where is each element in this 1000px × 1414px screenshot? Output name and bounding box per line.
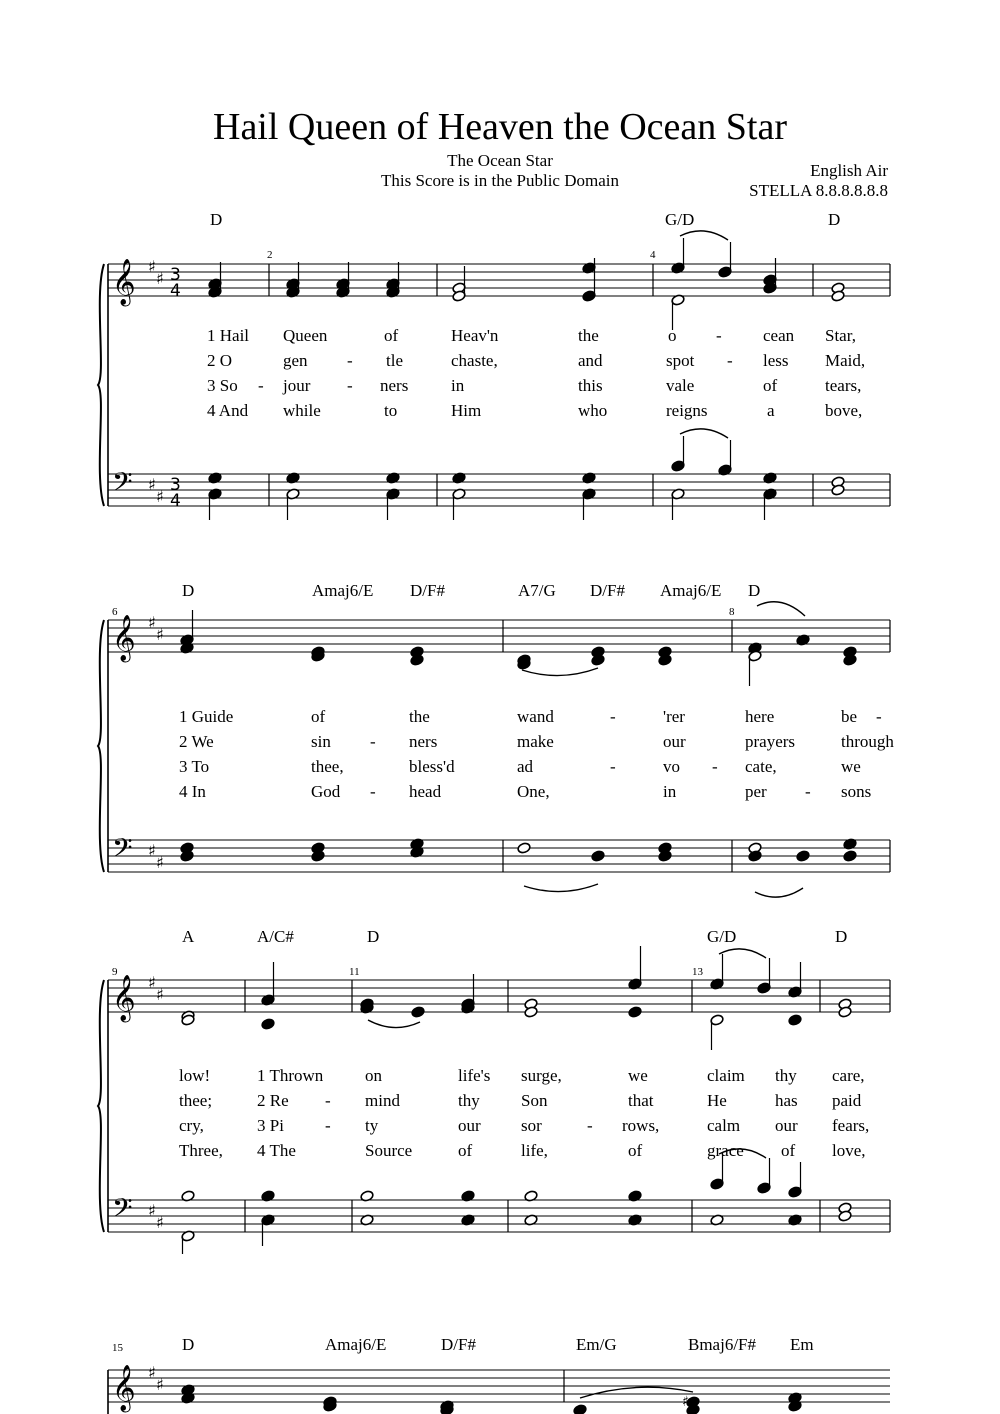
lyric-syllable: cry, (179, 1116, 204, 1135)
lyric-syllable: thee, (311, 757, 344, 776)
sharp-icon: ♯ (156, 985, 164, 1004)
sharp-icon: ♯ (148, 1363, 156, 1382)
chord-symbol: Amaj6/E (660, 581, 722, 600)
measure-number: 2 (267, 249, 273, 261)
sharp-icon: ♯ (148, 1201, 156, 1220)
chord-symbol: Em (790, 1335, 814, 1354)
lyric-syllable: rows, (622, 1116, 660, 1135)
chord-symbol: A/C# (257, 927, 294, 946)
slur (719, 1149, 766, 1158)
lyric-syllable: sin (311, 732, 331, 751)
lyric-syllable: ners (380, 376, 409, 395)
chord-symbol: Amaj6/E (325, 1335, 387, 1354)
lyric-syllable: o (668, 326, 677, 345)
slur (368, 1020, 420, 1028)
sharp-icon: ♯ (682, 1394, 689, 1410)
lyric-syllable: low! (179, 1066, 211, 1085)
lyric-syllable: 3 Pi (257, 1116, 284, 1135)
lyric-syllable: while (283, 401, 321, 420)
lyric-syllable: surge, (521, 1066, 562, 1085)
sharp-icon: ♯ (148, 841, 156, 860)
slur (719, 949, 766, 958)
lyric-syllable: head (409, 782, 442, 801)
lyric-syllable: of (384, 326, 399, 345)
score-title: Hail Queen of Heaven the Ocean Star (213, 106, 787, 148)
lyric-syllable: be (841, 707, 858, 726)
notehead (843, 850, 857, 862)
chord-symbol: D (748, 581, 761, 600)
lyric-syllable: Him (451, 401, 482, 420)
lyric-syllable: our (775, 1116, 798, 1135)
lyric-syllable: jour (283, 376, 311, 395)
lyric-syllable: - (716, 326, 722, 345)
lyric-syllable: grace (707, 1141, 744, 1160)
lyric-syllable: has (775, 1091, 798, 1110)
chord-symbol: G/D (707, 927, 737, 946)
time-signature: 4 (170, 491, 181, 511)
lyric-syllable: Star, (825, 326, 856, 345)
brace (98, 264, 104, 506)
lyric-syllable: - (610, 707, 616, 726)
time-signature: 3 (170, 475, 181, 495)
lyric-syllable: - (727, 351, 733, 370)
tune-name: STELLA 8.8.8.8.8.8 (749, 181, 888, 200)
measure-number: 9 (112, 966, 118, 978)
lyric-syllable: who (578, 401, 608, 420)
slur (522, 668, 598, 676)
sharp-icon: ♯ (148, 973, 156, 992)
lyric-syllable: - (370, 732, 376, 751)
lyric-syllable: that (628, 1091, 654, 1110)
sharp-icon: ♯ (148, 257, 156, 276)
lyric-syllable: God (311, 782, 341, 801)
lyric-syllable: - (610, 757, 616, 776)
lyric-syllable: 3 So (207, 376, 238, 395)
lyric-syllable: thy (458, 1091, 480, 1110)
lyric-syllable: Heav'n (451, 326, 499, 345)
notehead (411, 1006, 425, 1018)
treble-clef-icon: 𝄞 (112, 615, 136, 661)
lyric-syllable: - (347, 351, 353, 370)
lyric-syllable: here (745, 707, 775, 726)
lyric-syllable: ners (409, 732, 438, 751)
bass-clef-icon: 𝄢 (112, 466, 133, 504)
lyric-syllable: the (409, 707, 430, 726)
lyric-syllable: wand (517, 707, 554, 726)
chord-symbol: D/F# (590, 581, 625, 600)
measure-number: 4 (650, 249, 656, 261)
bass-clef-icon: 𝄢 (112, 1192, 133, 1230)
measure-number: 6 (112, 606, 118, 618)
composer-credit: English Air (810, 161, 888, 180)
lyric-syllable: on (365, 1066, 382, 1085)
lyric-syllable: Three, (179, 1141, 223, 1160)
lyric-syllable: of (781, 1141, 796, 1160)
lyric-syllable: 2 O (207, 351, 233, 370)
notehead (573, 1404, 587, 1414)
time-signature: 3 (170, 265, 181, 285)
lyric-syllable: calm (707, 1116, 741, 1135)
lyric-syllable: thy (775, 1066, 797, 1085)
lyric-syllable: care, (832, 1066, 865, 1085)
lyric-syllable: and (578, 351, 603, 370)
score-subtitle: The Ocean Star (447, 151, 553, 170)
lyric-syllable: - (258, 376, 264, 395)
chord-symbol: D (182, 1335, 195, 1354)
lyric-syllable: life's (458, 1066, 491, 1085)
chord-symbol: D (182, 581, 195, 600)
lyric-syllable: this (578, 376, 603, 395)
lyric-syllable: of (628, 1141, 643, 1160)
sharp-icon: ♯ (156, 1213, 164, 1232)
lyric-syllable: One, (517, 782, 550, 801)
lyric-syllable: - (712, 757, 718, 776)
treble-clef-icon: 𝄞 (112, 1365, 136, 1411)
notehead (788, 1014, 802, 1026)
sharp-icon: ♯ (156, 625, 164, 644)
slur (757, 602, 805, 616)
lyric-syllable: - (876, 707, 882, 726)
copyright-notice: This Score is in the Public Domain (381, 171, 619, 190)
notehead (796, 850, 810, 862)
notehead (591, 850, 605, 862)
sharp-icon: ♯ (156, 487, 164, 506)
notehead (628, 1006, 642, 1018)
lyric-syllable: tears, (825, 376, 862, 395)
lyric-syllable: mind (365, 1091, 400, 1110)
treble-clef-icon: 𝄞 (112, 259, 136, 305)
lyric-syllable: 1 Hail (207, 326, 250, 345)
chord-symbol: A (182, 927, 195, 946)
lyric-syllable: of (311, 707, 326, 726)
lyric-syllable: we (841, 757, 861, 776)
lyric-syllable: 1 Guide (179, 707, 234, 726)
lyric-syllable: cean (763, 326, 795, 345)
lyric-syllable: our (663, 732, 686, 751)
lyric-syllable: Maid, (825, 351, 866, 370)
time-signature: 4 (170, 281, 181, 301)
lyric-syllable: - (370, 782, 376, 801)
lyric-syllable: 1 Thrown (257, 1066, 324, 1085)
chord-symbol: D (367, 927, 380, 946)
lyric-syllable: 4 In (179, 782, 206, 801)
chord-symbol: Bmaj6/F# (688, 1335, 757, 1354)
lyric-syllable: He (707, 1091, 727, 1110)
chord-symbol: D/F# (410, 581, 445, 600)
lyric-syllable: - (325, 1091, 331, 1110)
lyric-syllable: tle (386, 351, 403, 370)
notehead (261, 1018, 275, 1030)
chord-symbol: Em/G (576, 1335, 617, 1354)
measure-number: 8 (729, 606, 735, 618)
lyric-syllable: gen (283, 351, 308, 370)
lyric-syllable: we (628, 1066, 648, 1085)
sharp-icon: ♯ (148, 475, 156, 494)
lyric-syllable: 4 And (207, 401, 249, 420)
chord-symbol: D (828, 210, 841, 229)
bass-clef-icon: 𝄢 (112, 832, 133, 870)
lyric-syllable: in (663, 782, 677, 801)
lyric-syllable: through (841, 732, 894, 751)
sharp-icon: ♯ (156, 853, 164, 872)
lyric-syllable: reigns (666, 401, 708, 420)
lyric-syllable: - (805, 782, 811, 801)
lyric-syllable: per (745, 782, 767, 801)
lyric-syllable: 2 Re (257, 1091, 289, 1110)
lyric-syllable: in (451, 376, 465, 395)
lyric-syllable: vale (666, 376, 695, 395)
lyric-syllable: ty (365, 1116, 379, 1135)
lyric-syllable: to (384, 401, 398, 420)
lyric-syllable: ad (517, 757, 534, 776)
lyric-syllable: fears, (832, 1116, 870, 1135)
lyric-syllable: Son (521, 1091, 548, 1110)
measure-number: 13 (692, 966, 703, 978)
lyric-syllable: 3 To (179, 757, 210, 776)
lyric-syllable: thee; (179, 1091, 213, 1110)
chord-symbol: A7/G (518, 581, 556, 600)
lyric-syllable: love, (832, 1141, 866, 1160)
lyric-syllable: paid (832, 1091, 862, 1110)
lyric-syllable: less (763, 351, 789, 370)
lyric-syllable: chaste, (451, 351, 498, 370)
lyric-syllable: our (458, 1116, 481, 1135)
lyric-syllable: - (587, 1116, 593, 1135)
slur (755, 888, 803, 897)
lyric-syllable: Source (365, 1141, 413, 1160)
sharp-icon: ♯ (148, 613, 156, 632)
brace (98, 980, 104, 1232)
lyric-syllable: the (578, 326, 599, 345)
treble-clef-icon: 𝄞 (112, 975, 136, 1021)
lyric-syllable: cate, (745, 757, 777, 776)
chord-symbol: D (835, 927, 848, 946)
lyric-syllable: life, (521, 1141, 548, 1160)
slur (680, 231, 728, 240)
lyric-syllable: - (325, 1116, 331, 1135)
lyric-syllable: bless'd (409, 757, 455, 776)
sharp-icon: ♯ (156, 269, 164, 288)
lyric-syllable: a (767, 401, 775, 420)
slur (680, 429, 728, 438)
lyric-syllable: sor (521, 1116, 542, 1135)
lyric-syllable: - (347, 376, 353, 395)
lyric-syllable: sons (841, 782, 872, 801)
lyric-syllable: prayers (745, 732, 796, 751)
lyric-syllable: make (517, 732, 554, 751)
slur (524, 884, 598, 892)
measure-number: 11 (349, 966, 360, 978)
lyric-syllable: 'rer (663, 707, 685, 726)
brace (98, 620, 104, 872)
chord-symbol: D (210, 210, 223, 229)
chord-symbol: G/D (665, 210, 695, 229)
sharp-icon: ♯ (156, 1375, 164, 1394)
lyric-syllable: vo (663, 757, 680, 776)
chord-symbol: D/F# (441, 1335, 476, 1354)
chord-symbol: Amaj6/E (312, 581, 374, 600)
lyric-syllable: 2 We (179, 732, 214, 751)
lyric-syllable: of (763, 376, 778, 395)
lyric-syllable: bove, (825, 401, 863, 420)
lyric-syllable: spot (666, 351, 695, 370)
lyric-syllable: 4 The (257, 1141, 296, 1160)
lyric-syllable: Queen (283, 326, 328, 345)
notehead (517, 842, 531, 854)
lyric-syllable: of (458, 1141, 473, 1160)
measure-number: 15 (112, 1342, 123, 1354)
lyric-syllable: claim (707, 1066, 745, 1085)
slur (580, 1387, 693, 1398)
